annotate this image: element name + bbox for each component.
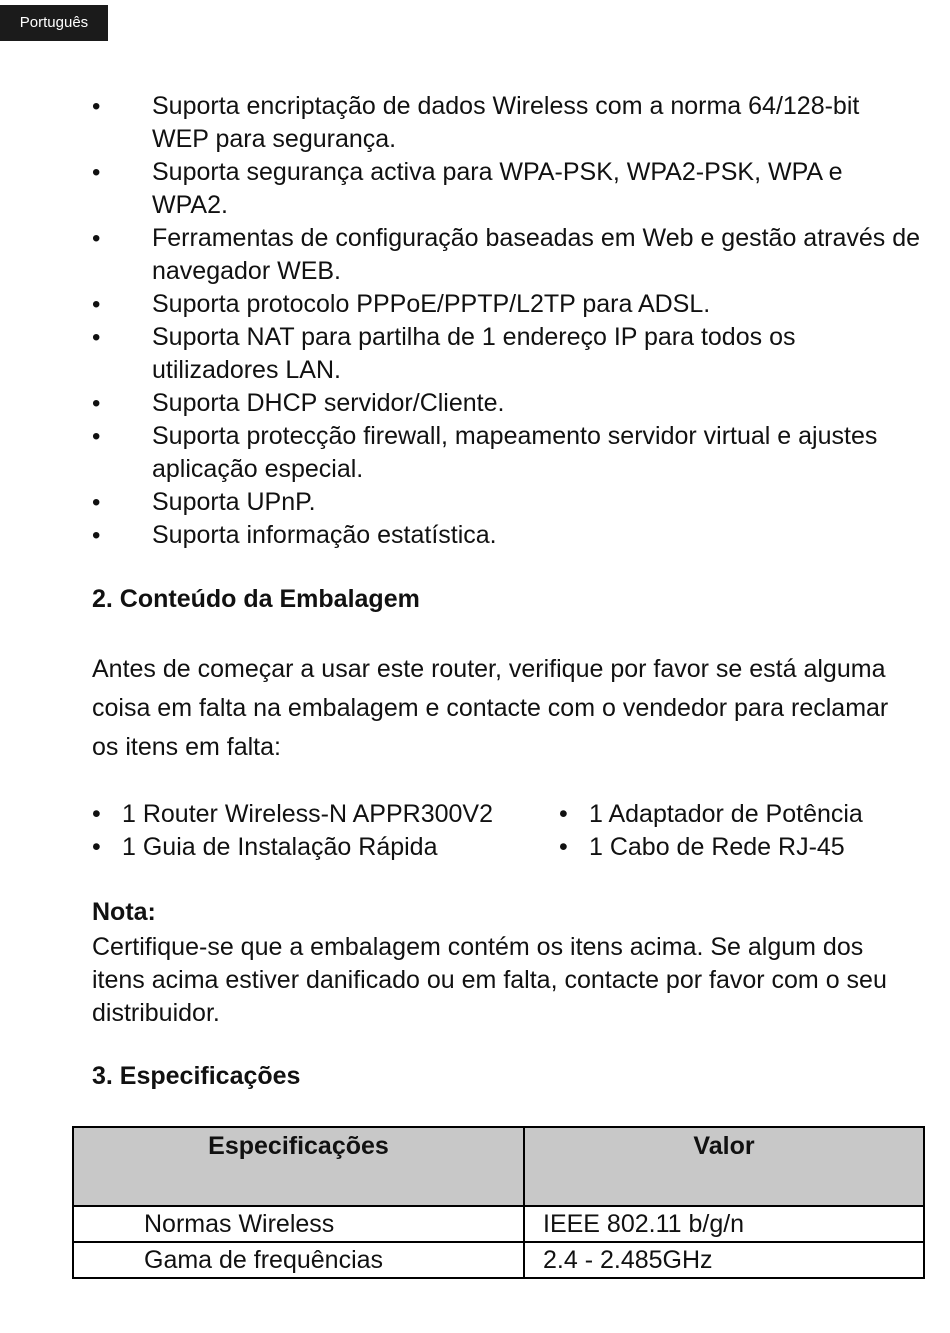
package-item: • 1 Cabo de Rede RJ-45	[559, 831, 863, 864]
table-row	[73, 1206, 924, 1242]
feature-item: • Suporta segurança activa para WPA-PSK, WPA2-PSK, WPA e WPA2.	[92, 156, 922, 222]
feature-list	[92, 90, 922, 552]
feature-item: • Suporta NAT para partilha de 1 endereço IP para todos os utilizadores LAN.	[92, 321, 922, 387]
feature-item: • Ferramentas de configuração baseadas em Web e gestão através de navegador WEB.	[92, 222, 922, 288]
section-heading-package: 2. Conteúdo da Embalagem	[92, 585, 420, 613]
feature-item: • Suporta DHCP servidor/Cliente.	[92, 387, 922, 420]
note-title: Nota:	[92, 898, 156, 926]
column-header-value: Valor	[524, 1127, 924, 1206]
package-item: • 1 Adaptador de Potência	[559, 798, 863, 831]
package-item: • 1 Guia de Instalação Rápida	[92, 831, 493, 864]
table-row	[73, 1242, 924, 1278]
feature-item: • Suporta encriptação de dados Wireless com a norma 64/128-bit WEP para segurança.	[92, 90, 922, 156]
spec-name-cell: Gama de frequências	[73, 1242, 524, 1278]
spec-value-cell: 2.4 - 2.485GHz	[524, 1242, 924, 1278]
feature-item: • Suporta UPnP.	[92, 486, 922, 519]
column-header-spec: Especificações	[73, 1127, 524, 1206]
package-list-right	[559, 798, 863, 864]
feature-item: • Suporta protecção firewall, mapeamento servidor virtual e ajustes aplicação especial.	[92, 420, 922, 486]
spec-value-cell: IEEE 802.11 b/g/n	[524, 1206, 924, 1242]
feature-item: • Suporta informação estatística.	[92, 519, 922, 552]
language-tab: Português	[0, 5, 108, 41]
package-list-left	[92, 798, 493, 864]
note-text: Certifique-se que a embalagem contém os itens acima. Se algum dos itens acima estiver danificado ou em falta, contacte por favor com o seu distribuidor.	[92, 933, 887, 1027]
feature-item: • Suporta protocolo PPPoE/PPTP/L2TP para ADSL.	[92, 288, 922, 321]
section-heading-specs: 3. Especificações	[92, 1062, 301, 1090]
specs-table	[72, 1126, 925, 1279]
package-intro-text: Antes de começar a usar este router, verifique por favor se está alguma coisa em falta na embalagem e contacte com o vendedor para reclamar os itens em falta:	[92, 655, 889, 761]
package-item: • 1 Router Wireless-N APPR300V2	[92, 798, 493, 831]
spec-name-cell: Normas Wireless	[73, 1206, 524, 1242]
table-header-row	[73, 1127, 924, 1206]
